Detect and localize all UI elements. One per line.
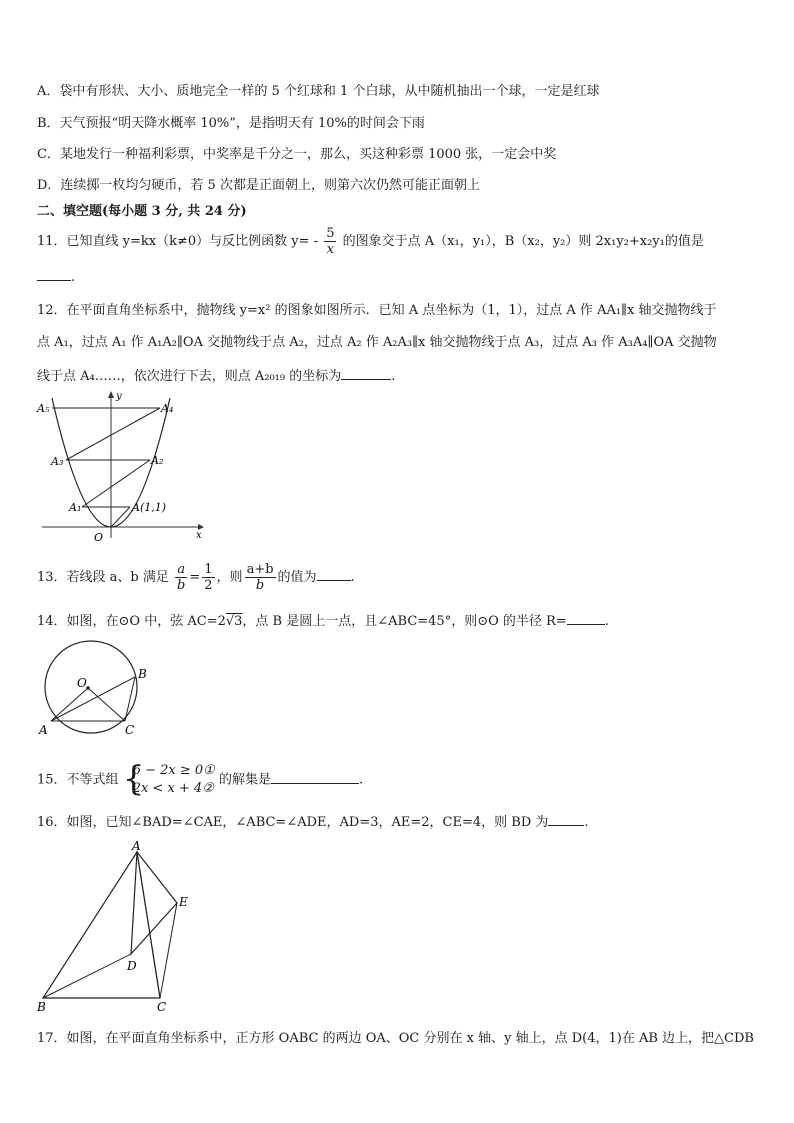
- q13-end: .: [350, 570, 355, 585]
- q13-answer-blank[interactable]: [317, 566, 351, 581]
- label-c-tri: C: [157, 1000, 167, 1014]
- q13-fraction-sum: [245, 562, 276, 593]
- chord-bc: [125, 677, 135, 721]
- option-a: A．袋中有形状、大小、质地完全一样的 5 个红球和 1 个白球，从中随机抽出一个球，一定是红球: [37, 84, 600, 99]
- q13-f1-num: a: [175, 562, 187, 578]
- section-title: 二、填空题(每小题 3 分, 共 24 分): [37, 204, 247, 219]
- label-a4: A₄: [161, 402, 174, 415]
- label-a: A(1,1): [132, 501, 167, 514]
- q11-text-part2: 的图象交于点 A（x₁，y₁），B（x₂，y₂）则 2x₁y₂+x₂y₁的值是: [342, 234, 704, 249]
- label-a5: A₅: [37, 402, 50, 415]
- question-17: 17．如图，在平面直角坐标系中，正方形 OABC 的两边 OA、OC 分别在 x 轴、y 轴上，点 D(4，1)在 AB 边上，把△CDB: [37, 1031, 754, 1046]
- label-b-tri: B: [37, 1000, 46, 1014]
- parabola-figure: [34, 388, 210, 548]
- q11-answer-line: [37, 266, 75, 287]
- inequality-2: 2x < x + 4②: [132, 781, 214, 796]
- q12-line1: 12．在平面直角坐标系中，抛物线 y=x² 的图象如图所示．已知 A 点坐标为（1，1），过点 A 作 AA₁∥x 轴交抛物线于: [37, 303, 717, 318]
- q11-frac-num: 5: [326, 226, 335, 241]
- q13-fraction-a-b: [175, 562, 187, 593]
- question-13: [37, 562, 355, 593]
- segment-a3-a4: [66, 408, 160, 460]
- q15-end: .: [358, 772, 364, 788]
- segment-a1-a2: [82, 460, 150, 507]
- question-11: [37, 226, 704, 257]
- q13-f3-den: b: [255, 578, 265, 593]
- label-a3: A₃: [51, 455, 64, 468]
- q14-end: .: [604, 614, 609, 629]
- q13-equals: =: [189, 570, 201, 585]
- q12-text-line3: 线于点 A₄……，依次进行下去，则点 A₂₀₁₉ 的坐标为: [37, 369, 342, 384]
- label-y: y: [116, 391, 122, 402]
- q12-answer-blank[interactable]: [341, 365, 391, 380]
- option-c: C．某地发行一种福利彩票，中奖率是千分之一，那么，买这种彩票 1000 张，一定会中奖: [37, 147, 557, 162]
- label-a-tri: A: [132, 839, 141, 853]
- q13-f2-den: 2: [204, 578, 213, 593]
- q13-f1-den: b: [177, 578, 186, 593]
- y-axis-arrow: [108, 391, 114, 398]
- label-o-circle: O: [77, 676, 87, 690]
- option-b: B．天气预报“明天降水概率 10%”，是指明天有 10%的时间会下雨: [37, 116, 425, 131]
- inequality-1: 6 − 2x ≥ 0①: [132, 763, 215, 778]
- label-x: x: [196, 530, 202, 541]
- q14-text-part2: ，点 B 是圆上一点，且∠ABC=45°，则⊙O 的半径 R=: [242, 614, 567, 629]
- q13-f3-num: a+b: [246, 562, 274, 577]
- q15-answer-blank[interactable]: [271, 769, 359, 784]
- q12-line2: 点 A₁，过点 A₁ 作 A₁A₂∥OA 交抛物线于点 A₂，过点 A₂ 作 A₂A₃∥x 轴交抛物线于点 A₃，过点 A₃ 作 A₃A₄∥OA 交抛物: [37, 335, 717, 350]
- q11-text-part1: 11．已知直线 y=kx（k≠0）与反比例函数 y= -: [37, 234, 319, 249]
- q16-text: 16．如图，已知∠BAD=∠CAE，∠ABC=∠ADE，AD=3，AE=2，CE=4，则 BD 为: [37, 815, 549, 830]
- q13-text-part1: 13．若线段 a、b 满足: [37, 570, 169, 585]
- label-b-circle: B: [138, 667, 147, 681]
- chord-ab: [51, 677, 135, 721]
- label-c-circle: C: [125, 723, 135, 737]
- label-o: O: [94, 531, 104, 544]
- q12-end: .: [391, 369, 396, 384]
- q16-end: .: [584, 815, 589, 830]
- question-15: [37, 759, 364, 802]
- circle-figure: [34, 638, 154, 738]
- label-a2: A₂: [151, 454, 164, 467]
- q11-fraction: [324, 226, 336, 257]
- segment-ce: [160, 903, 177, 998]
- q11-frac-den: x: [326, 242, 335, 257]
- q14-text-part1: 14．如图，在⊙O 中，弦 AC=2: [37, 614, 226, 629]
- q13-text-part2: ，则: [216, 570, 243, 585]
- q16-answer-blank[interactable]: [548, 811, 584, 826]
- q11-answer-blank[interactable]: [37, 266, 71, 281]
- q13-text-part3: 的值为: [277, 570, 317, 585]
- triangle-ade: [131, 852, 177, 954]
- q12-line3: [37, 365, 395, 386]
- label-d-tri: D: [127, 959, 137, 973]
- q15-text-part1: 15．不等式组: [37, 772, 119, 788]
- option-d: D．连续掷一枚均匀硬币，若 5 次都是正面朝上，则第六次仍然可能正面朝上: [37, 178, 480, 193]
- segment-bd: [43, 954, 131, 998]
- triangle-abc: [43, 852, 160, 998]
- q15-text-part2: 的解集是: [218, 772, 271, 788]
- q14-answer-blank[interactable]: [567, 610, 605, 625]
- system-brace: {: [122, 759, 145, 799]
- inequality-system: [122, 759, 215, 799]
- label-e-tri: E: [179, 895, 188, 909]
- q14-sqrt: √3: [225, 614, 243, 629]
- triangle-figure: [34, 838, 204, 1016]
- label-a1: A₁: [69, 501, 82, 514]
- label-a-circle: A: [39, 723, 48, 737]
- radius-oc: [88, 688, 125, 721]
- question-14: [37, 610, 609, 631]
- q13-fraction-half: [202, 562, 214, 593]
- q11-end: .: [71, 270, 76, 285]
- q13-f2-num: 1: [204, 562, 213, 577]
- question-16: [37, 811, 589, 832]
